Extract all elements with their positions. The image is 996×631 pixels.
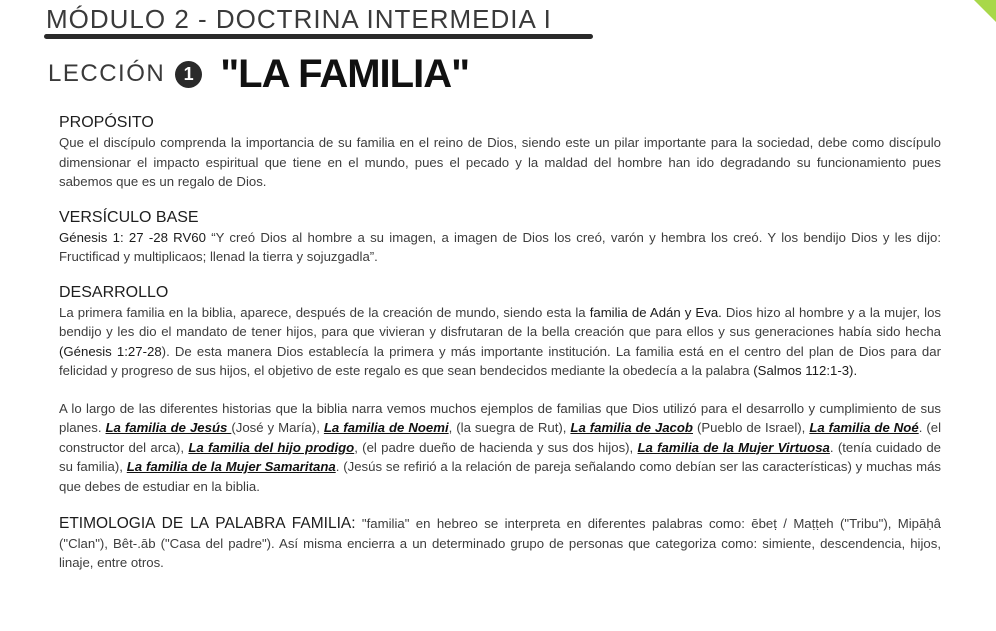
link-familia-mujer-samaritana[interactable]: La familia de la Mujer Samaritana xyxy=(126,459,336,474)
text-run: , (la suegra de Rut), xyxy=(448,420,571,435)
proposito-text: Que el discípulo comprenda la importancia de su familia en el reino de Dios, siendo este un pilar importante para la sociedad, debe como discípulo dimensionar el impacto espiritual que tiene en el mundo, pues el pecado y la maldad del hombre han ido degradando su funcionamiento pues sabemos que es un regalo de Dios. xyxy=(59,135,941,189)
text-run: , (el padre dueño de hacienda y sus dos hijos), xyxy=(354,439,638,455)
link-familia-noemi[interactable]: La familia de Noemi xyxy=(323,420,449,435)
link-familia-noe[interactable]: La familia de Noé xyxy=(809,420,919,435)
text-run: . (Jesús se refirió a la relación de pareja señalando como debían ser las características) y muchas más que debes de estudiar en la biblia. xyxy=(59,459,941,494)
section-versiculo xyxy=(59,208,941,267)
text-run: (José y María), xyxy=(231,420,324,435)
section-proposito xyxy=(59,113,941,192)
text-run: A lo largo de las diferentes historias que la biblia narra vemos muchos ejemplos de familias que Dios utilizó para el desarrollo y cumplimiento de sus planes. xyxy=(59,400,941,435)
section-heading-proposito: PROPÓSITO xyxy=(59,114,154,131)
text-run: . (el constructor del arca), xyxy=(59,420,941,455)
link-familia-jacob[interactable]: La familia de Jacob xyxy=(570,420,693,435)
text-run: . (tenía cuidado de su familia), xyxy=(59,439,941,474)
module-title-underline xyxy=(44,34,593,39)
versiculo-reference: Génesis 1: 27 -28 RV60 xyxy=(59,229,206,245)
lesson-number-badge: 1 xyxy=(175,61,202,88)
section-heading-versiculo: VERSÍCULO BASE xyxy=(59,208,199,226)
reference-salmos: (Salmos 112:1-3). xyxy=(753,363,858,378)
link-familia-mujer-virtuosa[interactable]: La familia de la Mujer Virtuosa xyxy=(637,439,830,455)
text-run: Dios hizo al hombre y a la mujer, los bendijo y les dio el mandato de tener hijos, para que vivieran y disfrutaran de la bella creación que para ellos y sus generaciones había sido hecha xyxy=(59,304,941,339)
text-run: La primera familia en la biblia, aparece, después de la creación de mundo, siendo esta la xyxy=(59,304,590,320)
module-title: MÓDULO 2 - DOCTRINA INTERMEDIA I xyxy=(46,4,552,34)
document-body xyxy=(59,113,941,589)
section-etimologia xyxy=(59,514,941,573)
highlight-adan-eva: familia de Adán y Eva. xyxy=(589,304,722,320)
reference-genesis: (Génesis 1:27-28 xyxy=(59,343,162,359)
section-heading-desarrollo: DESARROLLO xyxy=(59,283,169,301)
versiculo-text: “Y creó Dios al hombre a su imagen, a imagen de Dios los creó, varón y hembra los creó. Y los bendijo Dios y les dijo: Fructificad y multiplicaos; llenad la tierra y sojuzgadla”. xyxy=(59,229,941,264)
section-heading-etimologia: ETIMOLOGIA DE LA PALABRA FAMILIA: xyxy=(59,515,356,532)
text-run: ). De esta manera Dios establecía la primera y más importante institución. La familia está en el centro del plan de Dios para dar felicidad y progreso de sus hijos, el objetivo de este regalo es que sean bendecidos mediante la obedecía a la palabra xyxy=(59,343,941,378)
lesson-label: LECCIÓN xyxy=(48,60,166,87)
section-desarrollo xyxy=(59,283,941,497)
versiculo-paragraph xyxy=(59,228,941,267)
etimologia-paragraph xyxy=(59,514,941,573)
link-familia-hijo-prodigo[interactable]: La familia del hijo prodigo xyxy=(188,439,355,455)
corner-decoration xyxy=(974,0,996,22)
lesson-header xyxy=(48,52,469,96)
desarrollo-paragraph-1 xyxy=(59,303,941,381)
lesson-title: "LA FAMILIA" xyxy=(220,51,470,96)
desarrollo-paragraph-2 xyxy=(59,399,941,497)
link-familia-jesus[interactable]: La familia de Jesús xyxy=(105,420,232,435)
etimologia-text: "familia" en hebreo se interpreta en diferentes palabras como: ēbeṭ / Maṭṭeh ("Tribu"), Mipāḥâ ("Clan"), Bêt-.āb ("Casa del padre"). Así misma encierra a un determinado grupo de personas que categoriza como: simiente, descendencia, hijos, linaje, entre otros. xyxy=(59,516,941,570)
text-run: (Pueblo de Israel), xyxy=(693,420,810,435)
